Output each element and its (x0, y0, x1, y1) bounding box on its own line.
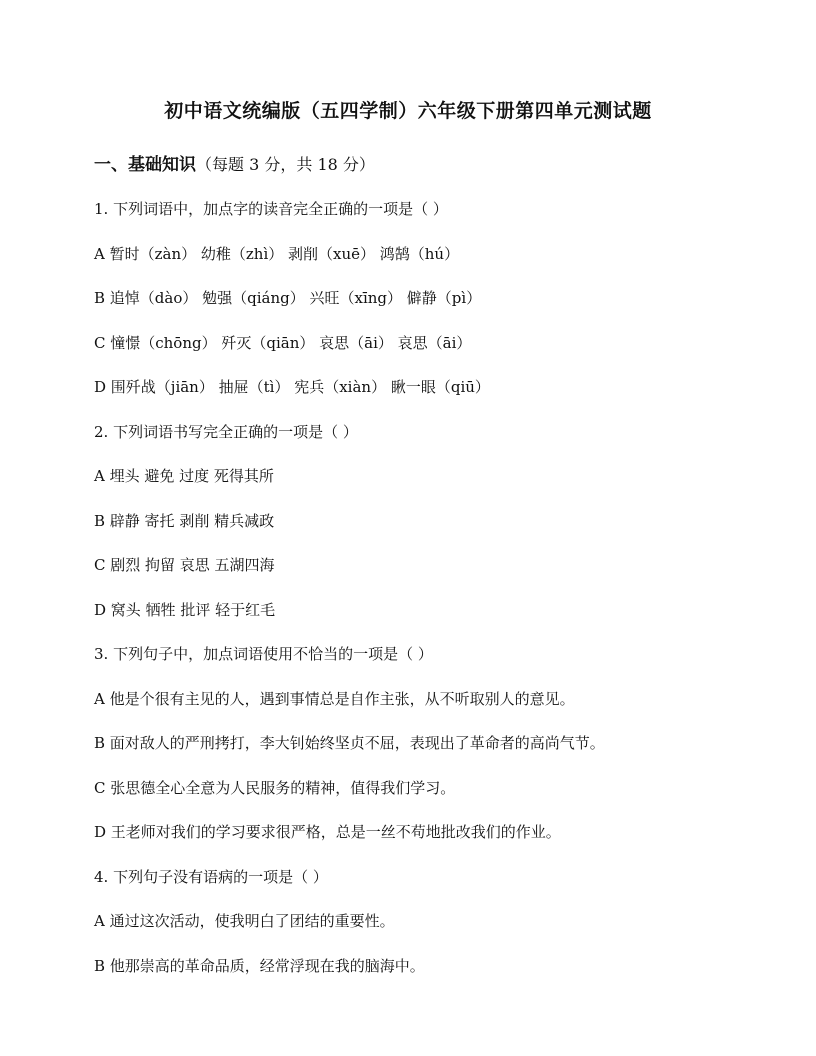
section-heading (94, 150, 375, 175)
question-2-stem: 2. 下列词语书写完全正确的一项是（ ） (94, 422, 358, 441)
question-3-option-c: C 张思德全心全意为人民服务的精神，值得我们学习。 (94, 778, 456, 797)
question-2-option-d: D 窝头 牺牲 批评 轻于红毛 (94, 600, 276, 619)
question-1-stem: 1. 下列词语中，加点字的读音完全正确的一项是（ ） (94, 200, 448, 218)
question-1-option-a: A 暂时（zàn） 幼稚（zhì） 剥削（xuē） 鸿鹄（hú） (94, 244, 460, 263)
question-list (94, 198, 734, 999)
question-1-option-c: C 憧憬（chōng） 歼灭（qiān） 哀思（āi） 哀思（āi） (94, 333, 472, 352)
section-heading-label: 一、基础知识 (94, 155, 196, 175)
question-2-option-b: B 辟静 寄托 剥削 精兵减政 (94, 511, 275, 530)
question-2-option-c: C 剧烈 拘留 哀思 五湖四海 (94, 556, 275, 574)
document-title: 初中语文统编版（五四学制）六年级下册第四单元测试题 (164, 100, 652, 122)
question-3-option-d: D 王老师对我们的学习要求很严格，总是一丝不苟地批改我们的作业。 (94, 823, 561, 841)
question-3-stem: 3. 下列句子中，加点词语使用不恰当的一项是（ ） (94, 645, 433, 663)
section-score-note: （每题 3 分，共 18 分） (196, 155, 375, 174)
question-4-option-a: A 通过这次活动，使我明白了团结的重要性。 (94, 912, 395, 930)
question-2-option-a: A 埋头 避免 过度 死得其所 (94, 467, 274, 485)
question-4-option-b: B 他那崇高的革命品质，经常浮现在我的脑海中。 (94, 956, 425, 975)
question-1-option-d: D 围歼战（jiān） 抽屉（tì） 宪兵（xiàn） 瞅一眼（qiū） (94, 378, 490, 396)
question-3-option-a: A 他是个很有主见的人，遇到事情总是自作主张，从不听取别人的意见。 (94, 689, 575, 708)
question-4-stem: 4. 下列句子没有语病的一项是（ ） (94, 867, 328, 886)
question-3-option-b: B 面对敌人的严刑拷打，李大钊始终坚贞不屈，表现出了革命者的高尚气节。 (94, 734, 605, 752)
question-1-option-b: B 追悼（dào） 勉强（qiáng） 兴旺（xīng） 僻静（pì） (94, 289, 482, 307)
